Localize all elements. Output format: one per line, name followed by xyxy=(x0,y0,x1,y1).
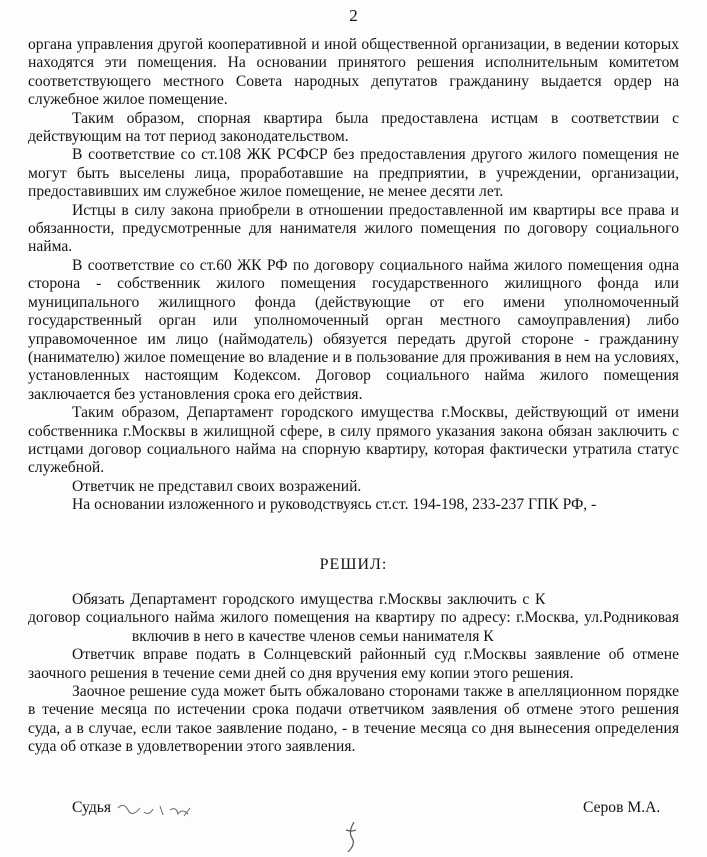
decision-paragraph: Ответчик вправе подать в Солнцевский районный суд г.Москвы заявление об отмене заочного решения в течение семи дней со дня вручения ему копии этого решения. xyxy=(28,646,679,682)
stamp-mark xyxy=(336,820,372,854)
judge-label: Судья xyxy=(72,799,112,816)
paragraph: Истцы в силу закона приобрели в отношении предоставленной им квартиры все права и обязанности, предусмотренные для нанимателя жилого помещения по договору социального найма. xyxy=(28,201,679,256)
paragraph: Таким образом, спорная квартира была предоставлена истцам в соответствии с действующим на тот период законодательством. xyxy=(28,109,679,146)
signature-scribble xyxy=(114,798,204,824)
ruling-heading: РЕШИЛ: xyxy=(319,556,388,573)
paragraph: На основании изложенного и руководствуясь ст.ст. 194-198, 233-237 ГПК РФ, - xyxy=(72,496,597,514)
body-text xyxy=(28,36,679,515)
paragraph: В соответствие со ст.108 ЖК РСФСР без предоставления другого жилого помещения не могут быть выселены лица, проработавшие на предприятии, в учреждении, организации, предоставивших им служебное жилое помещение, не менее десяти лет. xyxy=(28,146,679,201)
paragraph: Ответчик не представил своих возражений. xyxy=(72,477,362,495)
decision-text xyxy=(28,591,679,757)
decision-text-part: включив в него в качестве членов семьи нанимателя К xyxy=(131,627,494,645)
paragraph: органа управления другой кооперативной и иной общественной организации, в ведении которых находятся эти помещения. На основании принятого решения исполнительным комитетом соответствующего местного Совета народных депутатов гражданину выдается ордер на служебное жилое помещение. xyxy=(28,36,679,109)
paragraph: В соответствие со ст.60 ЖК РФ по договору социального найма жилого помещения одна сторона - собственник жилого помещения государственного жилищного фонда или муниципального жилищного фонда (действующие от его имени уполномоченный государственный орган или уполномоченный орган местного самоуправления) либо управомоченное им лицо (наймодатель) обязуется передать другой стороне - гражданину (нанимателю) жилое помещение во владение и в пользование для проживания в нем на условиях, установленных настоящим Кодексом. Договор социального найма жилого помещения заключается без установления срока его действия. xyxy=(28,256,679,403)
decision-paragraph xyxy=(28,591,679,646)
decision-text-part: Обязать Департамент городского имущества г.Москвы заключить с К xyxy=(72,591,546,608)
decision-text-part: договор социального найма жилого помещения на квартиру по адресу: г.Москва, ул.Родниковая xyxy=(28,609,679,627)
decision-paragraph: Заочное решение суда может быть обжаловано сторонами также в апелляционном порядке в течение месяца по истечении срока подачи ответчиком заявления об отмене этого решения суда, а в случае, если такое заявление подано, - в течение месяца со дня вынесения определения суда об отказе в удовлетворении этого заявления. xyxy=(28,683,679,756)
paragraph: Таким образом, Департамент городского имущества г.Москвы, действующий от имени собственника г.Москвы в жилищной сфере, в силу прямого указания закона обязан заключить с истцами договор социального найма на спорную квартиру, которая фактически утратила статус служебной. xyxy=(28,404,679,477)
judge-name: Серов М.А. xyxy=(583,799,661,816)
page-number: 2 xyxy=(349,6,358,25)
